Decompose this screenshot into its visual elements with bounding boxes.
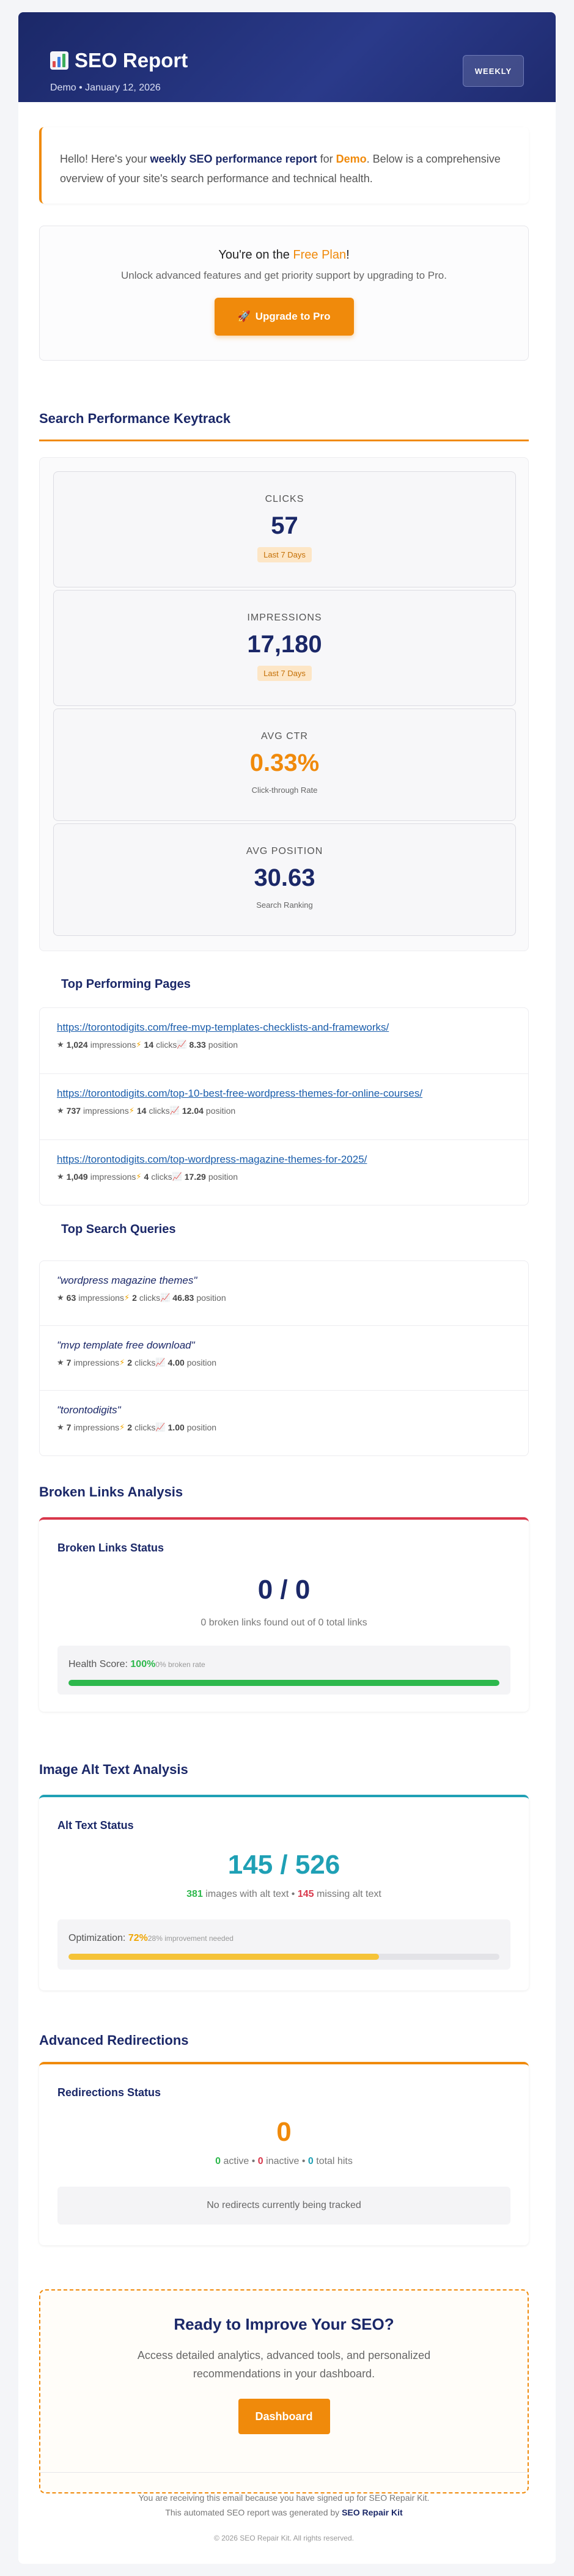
report-header bbox=[18, 12, 556, 102]
position-value: 8.33 bbox=[189, 1040, 206, 1050]
list-item bbox=[40, 1261, 529, 1326]
intro-text: for bbox=[317, 153, 336, 165]
metric-label: CLICKS bbox=[265, 494, 304, 504]
plan-heading-text: ! bbox=[346, 248, 350, 262]
page-stats bbox=[57, 1172, 512, 1182]
clicks-label: clicks bbox=[151, 1172, 172, 1182]
top-queries-title: Top Search Queries bbox=[61, 1223, 176, 1236]
redirections-section-title: Advanced Redirections bbox=[39, 2033, 189, 2048]
clicks-label: clicks bbox=[134, 1422, 156, 1432]
rocket-icon: 🚀 bbox=[237, 311, 251, 322]
metrics-panel bbox=[39, 457, 529, 951]
plan-description: Unlock advanced features and get priority support by upgrading to Pro. bbox=[121, 270, 447, 281]
list-item bbox=[40, 1326, 529, 1391]
position-label: position bbox=[186, 1422, 217, 1432]
alt-text-section-title: Image Alt Text Analysis bbox=[39, 1762, 188, 1777]
impressions-value: 63 bbox=[66, 1293, 76, 1303]
upgrade-button[interactable] bbox=[215, 298, 354, 336]
metric-note: Click-through Rate bbox=[251, 786, 318, 795]
star-icon: ★ bbox=[57, 1422, 64, 1432]
metric-card-impressions bbox=[53, 590, 516, 706]
metric-card-position bbox=[53, 823, 516, 936]
metric-value: 17,180 bbox=[247, 631, 322, 658]
optimization-box bbox=[57, 1919, 510, 1970]
clicks-label: clicks bbox=[134, 1358, 156, 1367]
position-label: position bbox=[205, 1106, 236, 1116]
page-stats bbox=[57, 1040, 512, 1050]
intro-bold: weekly SEO performance report bbox=[150, 153, 317, 165]
metric-value: 57 bbox=[271, 512, 298, 539]
position-value: 4.00 bbox=[167, 1358, 185, 1367]
clicks-value: 14 bbox=[144, 1040, 154, 1050]
total-hits-count: 0 bbox=[307, 2156, 314, 2166]
inactive-label: inactive • bbox=[263, 2156, 308, 2166]
position-label: position bbox=[186, 1358, 217, 1367]
metric-label: AVG CTR bbox=[261, 731, 308, 742]
search-performance-title: Search Performance Keytrack bbox=[39, 411, 231, 426]
clicks-label: clicks bbox=[149, 1106, 170, 1116]
alt-text-card-title: Alt Text Status bbox=[57, 1819, 134, 1831]
plan-box bbox=[39, 226, 529, 361]
metric-value: 30.63 bbox=[254, 864, 315, 891]
broken-rate-note: 0% broken rate bbox=[155, 1660, 205, 1669]
alt-text-card bbox=[39, 1795, 529, 1990]
query-text: "torontodigits" bbox=[57, 1404, 121, 1416]
broken-links-card bbox=[39, 1517, 529, 1712]
missing-alt-count: 145 bbox=[297, 1889, 314, 1899]
intro-text: Hello! Here's your bbox=[60, 153, 150, 165]
clicks-value: 2 bbox=[132, 1293, 137, 1303]
metric-card-clicks bbox=[53, 471, 516, 587]
intro-text: . Below is a comprehensive overview of your site's search performance and technical health. bbox=[60, 153, 501, 185]
star-icon: ★ bbox=[57, 1358, 64, 1367]
footer-copyright: © 2026 SEO Repair Kit. All rights reserved. bbox=[214, 2534, 354, 2542]
top-pages-list bbox=[39, 1007, 529, 1205]
bar-chart-icon bbox=[50, 51, 68, 70]
optimization-progress-bar bbox=[68, 1954, 499, 1960]
health-score bbox=[68, 1659, 205, 1670]
footer-notice: You are receiving this email because you have signed up for SEO Repair Kit. bbox=[138, 2493, 430, 2503]
clicks-label: clicks bbox=[156, 1040, 177, 1050]
intro-message bbox=[39, 127, 529, 204]
impressions-value: 1,024 bbox=[66, 1040, 88, 1050]
query-text: "mvp template free download" bbox=[57, 1339, 195, 1351]
trend-up-icon: 📈 bbox=[169, 1106, 180, 1115]
optimization-value: 72% bbox=[128, 1933, 148, 1943]
health-progress-fill bbox=[68, 1680, 499, 1686]
broken-links-count: 0 / 0 bbox=[257, 1575, 311, 1605]
impressions-label: impressions bbox=[90, 1040, 136, 1050]
plan-heading bbox=[40, 248, 528, 262]
metric-period-badge: Last 7 Days bbox=[257, 666, 312, 681]
footer-brand: SEO Repair Kit bbox=[342, 2508, 403, 2517]
bolt-icon: ⚡ bbox=[123, 1293, 130, 1302]
list-item bbox=[40, 1391, 529, 1456]
footer-generated-text: This automated SEO report was generated by bbox=[165, 2508, 342, 2517]
with-alt-label: images with alt text • bbox=[202, 1889, 298, 1899]
broken-links-description: 0 broken links found out of 0 total links bbox=[201, 1617, 367, 1628]
trend-up-icon: 📈 bbox=[155, 1358, 166, 1367]
health-score-label: Health Score: bbox=[68, 1659, 131, 1669]
impressions-value: 737 bbox=[66, 1106, 81, 1116]
query-stats bbox=[57, 1358, 512, 1367]
optimization-progress-fill bbox=[68, 1954, 379, 1960]
impressions-label: impressions bbox=[73, 1358, 120, 1367]
trend-up-icon: 📈 bbox=[177, 1040, 187, 1049]
health-progress-bar bbox=[68, 1680, 499, 1686]
position-value: 12.04 bbox=[182, 1106, 204, 1116]
improvement-note: 28% improvement needed bbox=[147, 1934, 234, 1943]
impressions-label: impressions bbox=[90, 1172, 136, 1182]
page-stats bbox=[57, 1106, 512, 1116]
bolt-icon: ⚡ bbox=[136, 1040, 142, 1049]
position-value: 17.29 bbox=[184, 1172, 206, 1182]
page-link[interactable]: https://torontodigits.com/free-mvp-templates-checklists-and-frameworks/ bbox=[57, 1021, 389, 1033]
redirections-card bbox=[39, 2062, 529, 2245]
redirects-empty-message: No redirects currently being tracked bbox=[57, 2187, 510, 2225]
top-queries-list bbox=[39, 1260, 529, 1456]
trend-up-icon: 📈 bbox=[155, 1422, 166, 1432]
page-link[interactable]: https://torontodigits.com/top-10-best-free-wordpress-themes-for-online-courses/ bbox=[57, 1087, 423, 1099]
report-subtitle: Demo • January 12, 2026 bbox=[50, 83, 161, 93]
impressions-label: impressions bbox=[73, 1422, 120, 1432]
impressions-value: 1,049 bbox=[66, 1172, 88, 1182]
redirections-card-title: Redirections Status bbox=[57, 2086, 161, 2099]
section-divider bbox=[39, 440, 529, 441]
redirections-count: 0 bbox=[276, 2117, 292, 2147]
plan-name: Free Plan bbox=[293, 248, 347, 262]
cta-heading: Ready to Improve Your SEO? bbox=[174, 2315, 394, 2333]
list-item bbox=[40, 1140, 529, 1205]
bolt-icon: ⚡ bbox=[136, 1172, 142, 1181]
impressions-label: impressions bbox=[83, 1106, 129, 1116]
footer-divider bbox=[39, 2472, 529, 2473]
missing-alt-label: missing alt text bbox=[314, 1889, 381, 1899]
query-text: "wordpress magazine themes" bbox=[57, 1275, 197, 1286]
trend-up-icon: 📈 bbox=[172, 1172, 182, 1181]
with-alt-count: 381 bbox=[186, 1889, 203, 1899]
active-label: active • bbox=[221, 2156, 258, 2166]
query-stats bbox=[57, 1422, 512, 1432]
optimization-score bbox=[68, 1933, 234, 1944]
health-score-value: 100% bbox=[130, 1659, 156, 1669]
list-item bbox=[40, 1008, 529, 1074]
impressions-value: 7 bbox=[66, 1422, 72, 1432]
list-item bbox=[40, 1074, 529, 1140]
redirections-summary bbox=[39, 2156, 529, 2167]
metric-note: Search Ranking bbox=[256, 900, 313, 910]
frequency-badge: WEEKLY bbox=[463, 55, 524, 87]
trend-up-icon: 📈 bbox=[160, 1293, 171, 1302]
impressions-value: 7 bbox=[66, 1358, 72, 1367]
impressions-label: impressions bbox=[78, 1293, 124, 1303]
position-label: position bbox=[208, 1172, 238, 1182]
broken-links-section-title: Broken Links Analysis bbox=[39, 1484, 183, 1500]
total-hits-label: total hits bbox=[313, 2156, 353, 2166]
clicks-value: 4 bbox=[144, 1172, 149, 1182]
footer bbox=[39, 2490, 529, 2545]
clicks-value: 2 bbox=[127, 1358, 133, 1367]
metric-value: 0.33% bbox=[249, 749, 320, 776]
alt-text-count: 145 / 526 bbox=[227, 1850, 340, 1880]
optimization-label: Optimization: bbox=[68, 1933, 128, 1943]
dashboard-button[interactable]: Dashboard bbox=[238, 2399, 330, 2434]
position-value: 46.83 bbox=[172, 1293, 194, 1303]
position-label: position bbox=[196, 1293, 226, 1303]
metric-label: AVG POSITION bbox=[246, 846, 323, 856]
bolt-icon: ⚡ bbox=[119, 1422, 125, 1432]
star-icon: ★ bbox=[57, 1172, 64, 1181]
cta-description: Access detailed analytics, advanced tools, and personalized recommendations in your dashboard. bbox=[137, 2349, 431, 2380]
clicks-value: 2 bbox=[127, 1422, 133, 1432]
report-title bbox=[50, 49, 188, 72]
metric-label: IMPRESSIONS bbox=[247, 613, 322, 623]
broken-links-card-title: Broken Links Status bbox=[57, 1542, 164, 1554]
health-score-box bbox=[57, 1646, 510, 1695]
footer-generated-by bbox=[39, 2505, 529, 2520]
star-icon: ★ bbox=[57, 1293, 64, 1302]
metric-period-badge: Last 7 Days bbox=[257, 547, 312, 562]
report-title-text: SEO Report bbox=[75, 49, 188, 72]
star-icon: ★ bbox=[57, 1106, 64, 1115]
bolt-icon: ⚡ bbox=[128, 1106, 134, 1115]
clicks-label: clicks bbox=[139, 1293, 161, 1303]
star-icon: ★ bbox=[57, 1040, 64, 1049]
position-label: position bbox=[208, 1040, 238, 1050]
alt-text-description bbox=[39, 1889, 529, 1900]
plan-heading-text: You're on the bbox=[218, 248, 293, 262]
query-stats bbox=[57, 1293, 512, 1303]
cta-box bbox=[39, 2289, 529, 2493]
inactive-count: 0 bbox=[257, 2156, 263, 2166]
metric-card-ctr bbox=[53, 708, 516, 821]
clicks-value: 14 bbox=[136, 1106, 147, 1116]
bolt-icon: ⚡ bbox=[119, 1358, 125, 1367]
active-count: 0 bbox=[215, 2156, 221, 2166]
page-link[interactable]: https://torontodigits.com/top-wordpress-magazine-themes-for-2025/ bbox=[57, 1154, 367, 1165]
position-value: 1.00 bbox=[167, 1422, 185, 1432]
top-pages-title: Top Performing Pages bbox=[61, 977, 191, 991]
upgrade-button-label: Upgrade to Pro bbox=[255, 311, 331, 322]
intro-site-name: Demo bbox=[336, 153, 367, 165]
